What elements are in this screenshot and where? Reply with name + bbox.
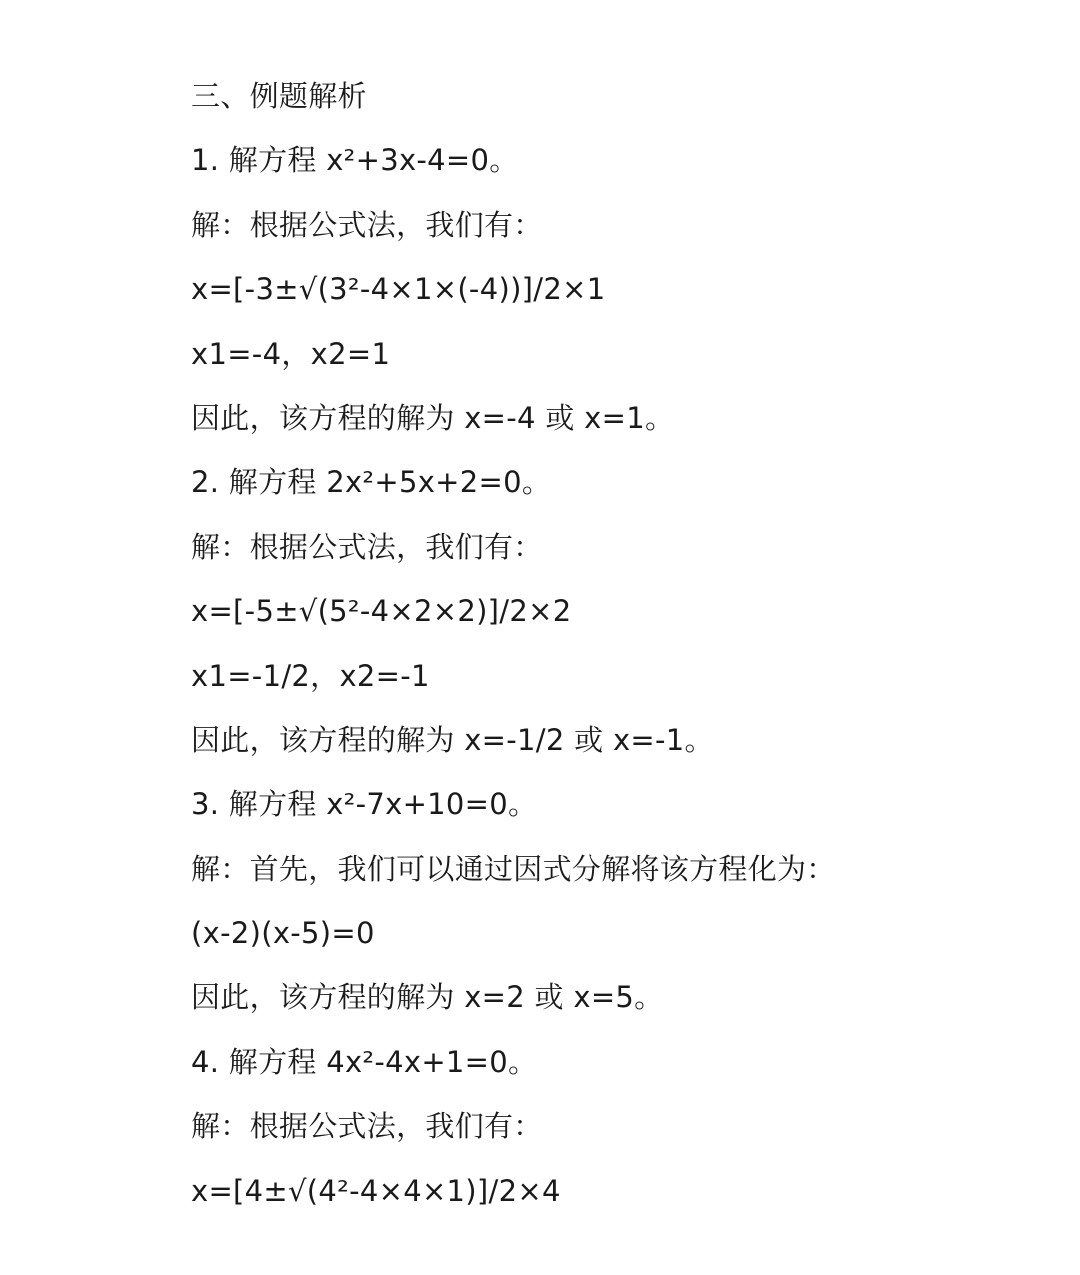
problem-4-formula: x=[4±√(4²-4×4×1)]/2×4 [191, 1173, 561, 1208]
problem-1-conclusion: 因此，该方程的解为 x=-4 或 x=1。 [191, 400, 675, 435]
problem-4-statement: 4. 解方程 4x²-4x+1=0。 [191, 1044, 538, 1079]
section-heading: 三、例题解析 [191, 79, 367, 113]
problem-2-roots: x1=-1/2，x2=-1 [191, 658, 430, 693]
document-body [191, 64, 836, 1223]
problem-3-statement: 3. 解方程 x²-7x+10=0。 [191, 787, 538, 822]
problem-1-statement: 1. 解方程 x²+3x-4=0。 [191, 143, 519, 178]
problem-2-conclusion: 因此，该方程的解为 x=-1/2 或 x=-1。 [191, 722, 714, 757]
problem-1-formula: x=[-3±√(3²-4×1×(-4))]/2×1 [191, 272, 606, 307]
problem-4-solution-intro: 解：根据公式法，我们有： [191, 1109, 543, 1144]
problem-1-solution-intro: 解：根据公式法，我们有： [191, 207, 543, 242]
problem-1-roots: x1=-4，x2=1 [191, 336, 391, 371]
problem-3-solution-intro: 解：首先，我们可以通过因式分解将该方程化为： [191, 851, 836, 886]
problem-3-factored-form: (x-2)(x-5)=0 [191, 916, 375, 951]
problem-3-conclusion: 因此，该方程的解为 x=2 或 x=5。 [191, 980, 664, 1015]
problem-2-formula: x=[-5±√(5²-4×2×2)]/2×2 [191, 594, 572, 629]
problem-2-statement: 2. 解方程 2x²+5x+2=0。 [191, 465, 552, 500]
problem-2-solution-intro: 解：根据公式法，我们有： [191, 529, 543, 564]
